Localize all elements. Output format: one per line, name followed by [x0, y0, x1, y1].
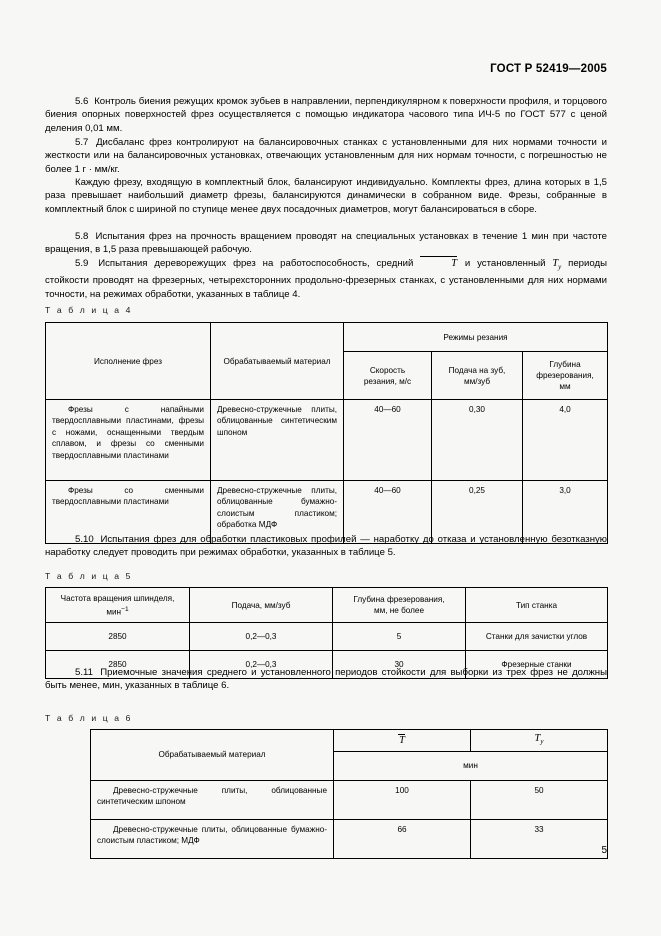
variable-t-mean-inline: T [420, 257, 458, 270]
clause-number-5-6: 5.6 [75, 96, 89, 107]
table-4-cell-material-1: Древесно-стружечные плиты, облицованные синтетическим шпоном [211, 400, 344, 481]
clause-5-9 [45, 257, 607, 301]
table-5-header-machine-type: Тип станка [466, 588, 608, 623]
table-4-cell-depth-2: 3,0 [523, 481, 608, 544]
table-row [91, 780, 608, 819]
table-5-cell-feed-1: 0,2—0,3 [190, 623, 333, 651]
clause-5-8 [45, 230, 607, 257]
variable-t-set-inline: T [552, 258, 559, 269]
clause-text-5-10: Испытания фрез для обработки пластиковых профилей — наработку до отказа и установленную безотказную наработку следует проводить при режимах обработки, указанных в таблице 5. [45, 534, 607, 559]
table-row [46, 400, 608, 481]
table-5-cell-machine-1: Станки для зачистки углов [466, 623, 608, 651]
table-5-cell-speed-2: 2850 [46, 651, 190, 679]
table-5-cell-speed-1: 2850 [46, 623, 190, 651]
clause-number-5-11: 5.11 [75, 667, 93, 678]
table-4-header-depth-line3: мм [559, 382, 571, 391]
clause-5-11 [45, 666, 607, 693]
table-6-cell-t-set-2: 33 [471, 819, 608, 858]
clause-number-5-9: 5.9 [75, 258, 89, 269]
table-6-header-units: мин [334, 751, 608, 780]
table-4-header-feed-line2: мм/зуб [463, 376, 491, 386]
table-6-header-t-set [471, 730, 608, 752]
clause-5-6 [45, 95, 607, 135]
table-5-header-depth-line1: Глубина фрезерования, [353, 595, 445, 604]
table-6-cell-t-mean-1: 100 [334, 780, 471, 819]
table-5-header-feed: Подача, мм/зуб [190, 588, 333, 623]
clause-number-5-10: 5.10 [75, 534, 94, 545]
table-5-caption: Т а б л и ц а 5 [45, 571, 133, 581]
table-4-cell-execution-1: Фрезы с напайными твердосплавными пластинами, фрезы с ножами, оснащенными твердым сплавом, и фрезы со сменными твердосплавными пластинами [46, 400, 211, 481]
clause-text-5-9-part2: и установленный [458, 258, 553, 269]
table-5-header-row [46, 588, 608, 623]
table-5-header-spindle-speed-line2 [49, 604, 186, 618]
table-4-caption: Т а б л и ц а 4 [45, 305, 133, 315]
table-4-header-execution: Исполнение фрез [46, 323, 211, 400]
standard-header: ГОСТ Р 52419—2005 [490, 63, 607, 75]
table-4-cell-feed-2: 0,25 [432, 481, 523, 544]
table-4-header-feed [432, 352, 523, 400]
clause-balance-paragraph [45, 176, 607, 216]
table-4-cell-material-2: Древесно-стружечные плиты, облицованные бумажно-слоистым пластиком; обработка МДФ [211, 481, 344, 544]
table-4-header-speed-line1: Скорость [369, 365, 406, 375]
table-5-header-spindle-speed [46, 588, 190, 623]
clause-number-5-7: 5.7 [75, 137, 89, 148]
table-5-cell-depth-1: 5 [333, 623, 466, 651]
variable-t-set-subscript: у [540, 737, 544, 746]
clause-5-7 [45, 136, 607, 176]
table-6-cell-t-set-1: 50 [471, 780, 608, 819]
table-4-header-feed-line1: Подача на зуб, [448, 365, 506, 375]
table-5-header-unit-min: мин [106, 607, 122, 617]
table-4-cell-execution-2: Фрезы со сменными твердосплавными пластинами [46, 481, 211, 544]
clause-text-balance: Каждую фрезу, входящую в комплектный блок, балансируют индивидуально. Комплекты фрез, длина которых в 1,5 раза превышает наибольший диаметр фрезы, балансируются динамически в собранном виде. Фрезы, собранные в комплектный блок с шириной по ступице менее двух посадочных диаметров, могут балансироваться в сборе. [45, 177, 607, 215]
table-6-header-row-1 [91, 730, 608, 752]
table-6 [90, 729, 608, 859]
table-4-header-depth [523, 352, 608, 400]
table-row [91, 819, 608, 858]
table-4-header-speed [344, 352, 432, 400]
table-6-caption: Т а б л и ц а 6 [45, 713, 133, 723]
table-6-header-material: Обрабатываемый материал [91, 730, 334, 781]
table-6-cell-material-2: Древесно-стружечные плиты, облицованные бумажно-слоистым пластиком; МДФ [91, 819, 334, 858]
page-content [45, 0, 607, 936]
variable-t-set: T [534, 733, 541, 744]
table-4-cell-feed-1: 0,30 [432, 400, 523, 481]
table-4-header-depth-line2: фрезерования, [536, 371, 594, 380]
clause-5-10 [45, 533, 607, 560]
clause-text-5-9-part3: периоды стойкости проводят на фрезерных, четырехсторонних продольно-фрезерных станках, с установленными для них нормами точности, на режимах обработки, указанных в таблице 4. [45, 258, 607, 300]
table-4-header-material: Обрабатываемый материал [211, 323, 344, 400]
table-5-cell-machine-2: Фрезерные станки [466, 651, 608, 679]
table-6-header-t-mean [334, 730, 471, 752]
table-5-cell-depth-2: 30 [333, 651, 466, 679]
table-6-cell-t-mean-2: 66 [334, 819, 471, 858]
clause-text-5-7: Дисбаланс фрез контролируют на балансировочных станках с установленными для них нормами точности и жесткости или на балансировочных установках, отвечающих установленным для них нормам точности, с погрешностью не более 1 г · мм/кг. [45, 137, 607, 175]
table-4 [45, 322, 608, 544]
variable-t-set-subscript-inline: у [558, 262, 562, 271]
table-4-cell-depth-1: 4,0 [523, 400, 608, 481]
table-5-header-spindle-speed-line1: Частота вращения шпинделя, [60, 593, 175, 603]
clause-text-5-11: Приемочные значения среднего и установленного периодов стойкости для выборки из трех фрез не должны быть менее, мин, указанных в таблице 6. [45, 667, 608, 692]
clause-text-5-9-part1: Испытания дереворежущих фрез на работоспособность, средний [98, 258, 421, 269]
page-number: 5 [601, 845, 607, 856]
clause-text-5-6: Контроль биения режущих кромок зубьев в направлении, перпендикулярном к поверхности профиля, и торцового биения опорных поверхностей фрез осуществляется с помощью индикатора часового типа ИЧ-5 по ГОСТ 577 с ценой деления 0,01 мм. [45, 96, 607, 134]
table-5-cell-feed-2: 0,2—0,3 [190, 651, 333, 679]
table-6-cell-material-1: Древесно-стружечные плиты, облицованные синтетическим шпоном [91, 780, 334, 819]
clause-number-5-8: 5.8 [75, 231, 89, 242]
table-4-cell-speed-2: 40—60 [344, 481, 432, 544]
table-4-header-row-1 [46, 323, 608, 352]
table-5-header-depth-line2: мм, не более [373, 606, 425, 615]
clause-text-5-8: Испытания фрез на прочность вращением проводят на специальных установках в течение 1 мин при частоте вращения, в 1,5 раза превышающей рабочую. [45, 231, 607, 256]
table-row [46, 623, 608, 651]
variable-t-mean: T [399, 734, 405, 746]
table-5-header-unit-exponent: −1 [121, 605, 129, 613]
table-4-header-speed-line2: резания, м/с [363, 376, 412, 386]
table-4-header-depth-line1: Глубина [549, 360, 581, 369]
table-5-header-depth [333, 588, 466, 623]
table-4-header-cutting-modes: Режимы резания [344, 323, 608, 352]
table-4-cell-speed-1: 40—60 [344, 400, 432, 481]
